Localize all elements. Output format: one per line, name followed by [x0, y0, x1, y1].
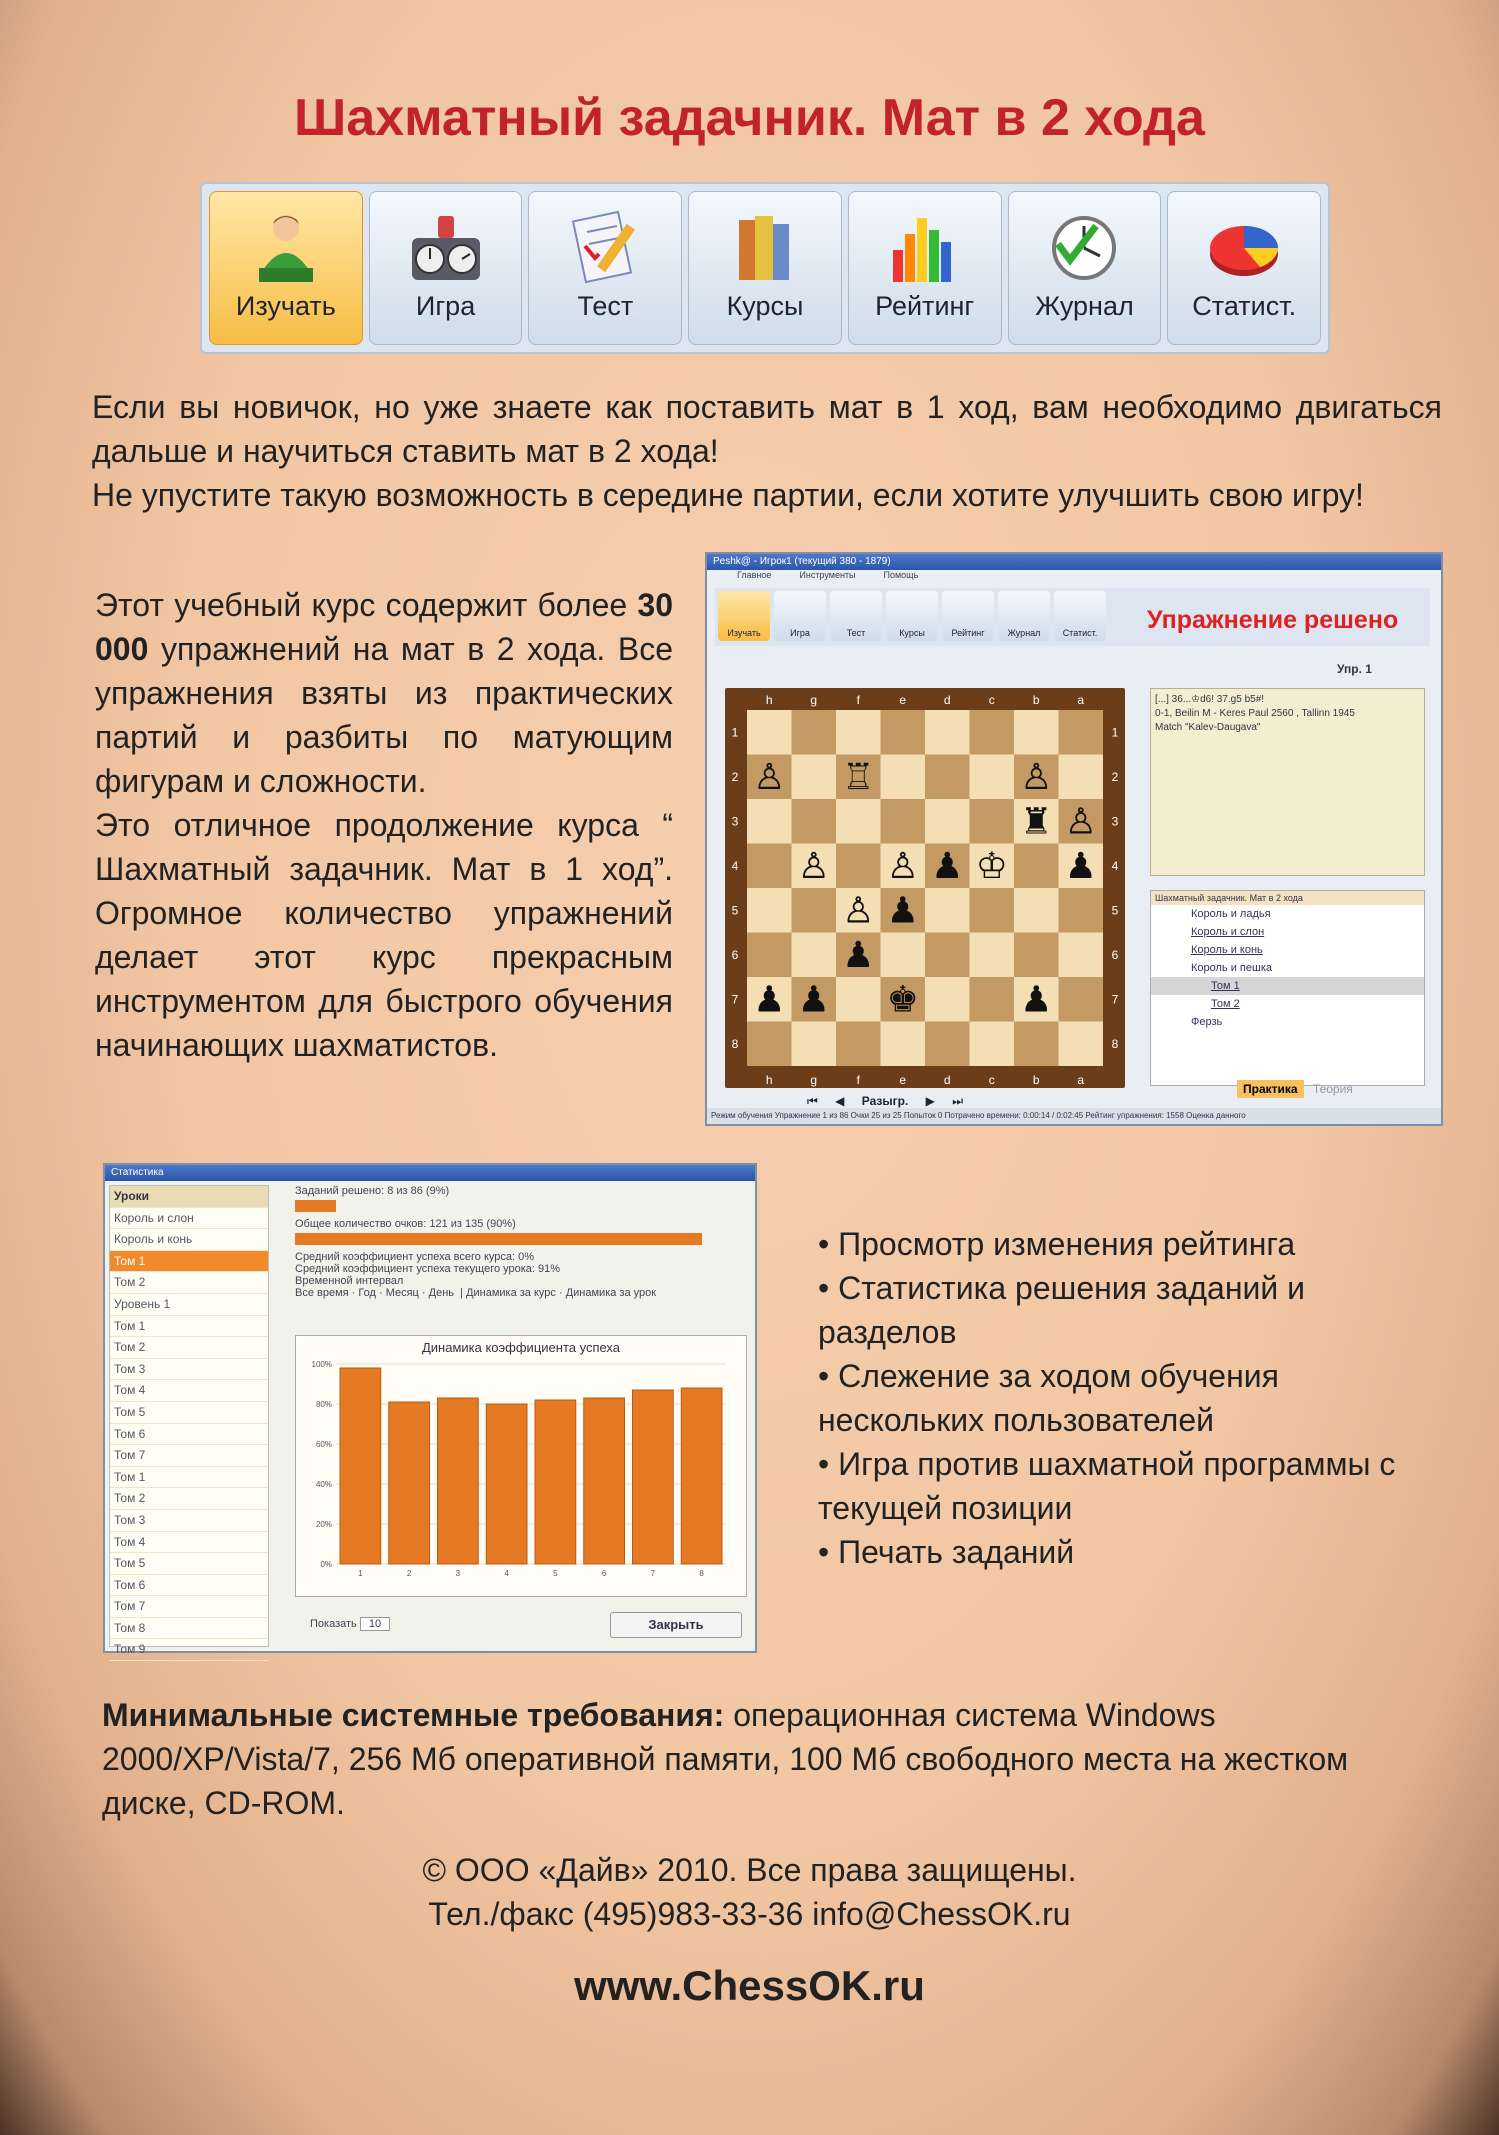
board-square[interactable]: [792, 888, 837, 933]
board-square[interactable]: [925, 888, 970, 933]
board-square[interactable]: [747, 844, 792, 889]
rank-label: 1: [731, 725, 739, 740]
lesson-row[interactable]: Том 1: [110, 1251, 268, 1273]
chart-bar: [681, 1388, 722, 1564]
main-toolbar: [200, 182, 1330, 354]
board-square[interactable]: [1014, 933, 1059, 978]
toolbar-label: Курсы: [726, 291, 804, 321]
file-label: c: [988, 693, 995, 707]
file-label: f: [856, 1073, 860, 1087]
rank-label: 8: [1111, 1036, 1119, 1051]
toolbar-button-stats[interactable]: [1167, 191, 1321, 345]
file-label: e: [899, 693, 907, 707]
clock-icon: [1044, 210, 1124, 290]
board-square[interactable]: [1059, 888, 1104, 933]
file-label: g: [810, 1073, 818, 1087]
copyright-line: © ООО «Дайв» 2010. Все права защищены.: [422, 1852, 1077, 1888]
board-square[interactable]: [881, 755, 926, 800]
chart-svg: [296, 1336, 746, 1596]
toolbar-label: Журнал: [1035, 291, 1134, 321]
file-label: b: [1032, 1073, 1040, 1087]
board-square[interactable]: [925, 933, 970, 978]
books-icon: [725, 210, 805, 290]
chart-bar: [633, 1390, 674, 1564]
chess-piece[interactable]: ♚: [886, 979, 919, 1021]
solved-label: Заданий решено: 8 из 86 (9%): [295, 1185, 450, 1197]
tree-item[interactable]: Ферзь: [1191, 1016, 1223, 1028]
chart-bar: [584, 1398, 625, 1564]
chess-piece[interactable]: ♙: [753, 756, 786, 798]
rank-label: 1: [1111, 725, 1119, 740]
board-square[interactable]: [747, 888, 792, 933]
tree-header: Шахматный задачник. Мат в 2 хода: [1151, 891, 1424, 905]
feature-item: • Печать заданий: [818, 1534, 1075, 1570]
lesson-row[interactable]: Том 7: [110, 1596, 268, 1618]
tree-item[interactable]: Король и пешка: [1191, 962, 1272, 974]
interval-label: Временной интервал: [295, 1275, 404, 1287]
toolbar-label: Статист.: [1192, 291, 1297, 321]
mini-button[interactable]: Журнал: [998, 591, 1050, 641]
chess-clock-icon: [406, 210, 486, 290]
student-icon: [251, 210, 321, 290]
mini-button[interactable]: Изучать: [718, 591, 770, 641]
file-label: h: [765, 693, 773, 707]
file-label: a: [1077, 1073, 1085, 1087]
chess-piece[interactable]: ♙: [842, 890, 875, 932]
board-square[interactable]: [792, 799, 837, 844]
chess-piece[interactable]: ♙: [886, 845, 919, 887]
next-move-icon[interactable]: ▶: [925, 1094, 935, 1108]
board-square[interactable]: [1014, 844, 1059, 889]
board-square[interactable]: [836, 844, 881, 889]
x-tick-label: 5: [553, 1569, 558, 1578]
y-tick-label: 60%: [315, 1440, 332, 1449]
program-screenshot: [705, 552, 1443, 1126]
toolbar-label: Изучать: [235, 291, 336, 321]
x-tick-label: 3: [455, 1569, 461, 1578]
exercise-count: 30 000: [95, 587, 673, 667]
tree-item[interactable]: Король и конь: [1191, 944, 1263, 956]
board-square[interactable]: [970, 933, 1015, 978]
rank-label: 7: [731, 992, 739, 1007]
feature-list: [818, 1222, 1418, 1574]
y-tick-label: 80%: [315, 1400, 332, 1409]
menu-item[interactable]: Главное: [737, 570, 772, 580]
notation-line: [...] 36...♔d6! 37.g5 b5#!: [1155, 694, 1265, 705]
lesson-row[interactable]: Том 2: [110, 1488, 268, 1510]
board-square[interactable]: [1059, 755, 1104, 800]
board-square[interactable]: [970, 888, 1015, 933]
window-title: Статистика: [105, 1165, 755, 1181]
course-tree: [1150, 890, 1425, 1086]
board-square[interactable]: [1014, 888, 1059, 933]
test-icon: [565, 210, 645, 290]
show-label: Показать: [310, 1618, 357, 1630]
chart-bar: [438, 1398, 479, 1564]
toolbar-button-journal[interactable]: [1008, 191, 1162, 345]
lesson-row[interactable]: Том 5: [110, 1402, 268, 1424]
play-label[interactable]: Разыгр.: [861, 1094, 909, 1108]
chess-board: [725, 688, 1125, 1088]
mini-button[interactable]: Курсы: [886, 591, 938, 641]
chart-title: Динамика коэффициента успеха: [421, 1340, 621, 1355]
file-label: a: [1077, 693, 1085, 707]
y-tick-label: 40%: [315, 1480, 332, 1489]
lessons-list: [109, 1185, 269, 1657]
sysreq-text: операционная система Windows 2000/XP/Vista/7, 256 Мб оперативной памяти, 100 Мб свободного места на жестком диске, CD-ROM.: [102, 1697, 1349, 1821]
board-square[interactable]: [970, 977, 1015, 1022]
lesson-row[interactable]: Том 7: [110, 1445, 268, 1467]
course-paragraph-1: [95, 583, 673, 803]
exercise-label: Упр. 1: [1337, 662, 1372, 676]
mode-tabs: [1237, 1082, 1359, 1096]
feature-item: • Игра против шахматной программы с текущей позиции: [818, 1446, 1396, 1526]
lesson-row[interactable]: Том 8: [110, 1618, 268, 1640]
lesson-row[interactable]: Том 6: [110, 1575, 268, 1597]
board-square[interactable]: [925, 977, 970, 1022]
coef-current-label: Средний коэффициент успеха текущего урока: 91%: [295, 1263, 561, 1275]
statistics-panel: [295, 1185, 747, 1299]
radio-lesson-dynamics[interactable]: Динамика за урок: [565, 1287, 657, 1299]
chess-board-grid: [725, 688, 1125, 1088]
lesson-row[interactable]: Том 1: [110, 1316, 268, 1338]
board-square[interactable]: [881, 799, 926, 844]
board-square[interactable]: [925, 1022, 970, 1067]
lesson-row[interactable]: Уроки: [110, 1186, 268, 1208]
chess-piece[interactable]: ♟: [753, 979, 786, 1021]
rank-label: 4: [731, 858, 739, 873]
chess-piece[interactable]: ♜: [1020, 801, 1053, 843]
rank-label: 2: [1111, 769, 1119, 784]
success-chart: [295, 1335, 747, 1597]
lesson-row[interactable]: Король и конь: [110, 1229, 268, 1251]
chart-bar: [486, 1404, 527, 1564]
y-tick-label: 100%: [311, 1360, 332, 1369]
toolbar-button-game[interactable]: [369, 191, 523, 345]
score-label: Общее количество очков: 121 из 135 (90%): [295, 1218, 516, 1230]
board-square[interactable]: [836, 1022, 881, 1067]
notation-line: 0-1, Beilin M - Keres Paul 2560 , Tallinn 1945: [1155, 708, 1355, 719]
board-square[interactable]: [747, 799, 792, 844]
notation-line: Match "Kalev-Daugava": [1155, 722, 1261, 733]
solved-message: Упражнение решено: [1147, 606, 1399, 634]
board-square[interactable]: [1014, 1022, 1059, 1067]
board-square[interactable]: [792, 755, 837, 800]
board-square[interactable]: [747, 710, 792, 755]
file-label: b: [1032, 693, 1040, 707]
radio-course-dynamics[interactable]: Динамика за курс: [466, 1287, 556, 1299]
rank-label: 5: [1111, 903, 1119, 918]
contact-line: Тел./факс (495)983-33-36 info@ChessOK.ru: [428, 1896, 1071, 1932]
file-label: g: [810, 693, 818, 707]
window-title: Peshk@ - Игрок1 (текущий 380 - 1879): [707, 554, 1441, 570]
chess-piece[interactable]: ♔: [975, 845, 1008, 887]
tree-item[interactable]: Король и ладья: [1191, 908, 1271, 920]
website-link[interactable]: www.ChessOK.ru: [574, 1962, 925, 2009]
interval-radios: Все время · Год · Месяц · День | Динамика за курс · Динамика за урок: [295, 1287, 657, 1299]
rank-label: 6: [731, 947, 739, 962]
rank-label: 7: [1111, 992, 1119, 1007]
show-value-input[interactable]: 10: [360, 1617, 390, 1631]
chess-piece[interactable]: ♟: [931, 845, 964, 887]
tree-item[interactable]: Король и слон: [1191, 926, 1265, 938]
system-requirements: [102, 1693, 1422, 1825]
board-square[interactable]: [925, 799, 970, 844]
course-description: [95, 583, 673, 1067]
x-tick-label: 1: [358, 1569, 363, 1578]
course-text: упражнений на мат в 2 хода. Все упражнения взяты из практических партий и разбиты по матующим фигурам и сложности.: [95, 631, 673, 799]
toolbar-label: Тест: [577, 291, 634, 321]
lesson-row[interactable]: Том 9: [110, 1639, 268, 1661]
chess-piece[interactable]: ♟: [1020, 979, 1053, 1021]
board-square[interactable]: [970, 799, 1015, 844]
tree-item[interactable]: Том 1: [1151, 977, 1424, 995]
score-progress-bar: [295, 1233, 702, 1245]
chess-piece[interactable]: ♙: [797, 845, 830, 887]
y-tick-label: 0%: [320, 1560, 332, 1569]
radio-all-time[interactable]: Все время: [295, 1287, 349, 1299]
pie-chart-icon: [1204, 210, 1284, 290]
chess-piece[interactable]: ♟: [797, 979, 830, 1021]
last-move-icon[interactable]: ⏭: [952, 1094, 964, 1108]
y-tick-label: 20%: [315, 1520, 332, 1529]
coef-all-label: Средний коэффициент успеха всего курса: 0%: [295, 1251, 535, 1263]
rank-label: 5: [731, 903, 739, 918]
mini-button[interactable]: Статист.: [1054, 591, 1106, 641]
chart-bar: [340, 1368, 381, 1564]
status-bar: Режим обучения Упражнение 1 из 86 Очки 25 из 25 Попыток 0 Потрачено времени: 0:00:14 / 0:02:45 Рейтинг упражнения: 1558 Оценка данного: [707, 1108, 1441, 1124]
toolbar-label: Рейтинг: [875, 291, 975, 321]
chart-bar: [389, 1402, 430, 1564]
file-label: d: [943, 693, 951, 707]
copyright-block: [0, 1848, 1499, 1936]
first-move-icon[interactable]: ⏮: [807, 1094, 818, 1108]
toolbar-button-courses[interactable]: [688, 191, 842, 345]
board-square[interactable]: [970, 755, 1015, 800]
x-tick-label: 7: [650, 1569, 656, 1578]
menu-item[interactable]: Инструменты: [799, 570, 856, 580]
lesson-row[interactable]: Том 5: [110, 1553, 268, 1575]
intro-line-1: Если вы новичок, но уже знаете как поставить мат в 1 ход, вам необходимо двигаться дальше и научиться ставить мат в 2 хода!: [92, 389, 1442, 469]
board-square[interactable]: [881, 1022, 926, 1067]
lesson-row[interactable]: Том 2: [110, 1272, 268, 1294]
menu-bar: [707, 570, 1441, 584]
lesson-row[interactable]: Том 6: [110, 1424, 268, 1446]
sysreq-label: Минимальные системные требования:: [102, 1697, 725, 1733]
menu-item[interactable]: Помощь: [883, 570, 919, 580]
feature-item: • Слежение за ходом обучения нескольких пользователей: [818, 1358, 1279, 1438]
solved-progress-bar: [295, 1200, 336, 1212]
course-text: Этот учебный курс содержит более: [95, 587, 638, 623]
chess-piece[interactable]: ♖: [842, 756, 875, 798]
chess-piece[interactable]: ♟: [886, 890, 919, 932]
board-square[interactable]: [925, 755, 970, 800]
board-square[interactable]: [881, 710, 926, 755]
page-title: Шахматный задачник. Мат в 2 хода: [294, 89, 1205, 147]
file-label: f: [856, 693, 860, 707]
feature-item: • Статистика решения заданий и разделов: [818, 1270, 1305, 1350]
radio-day[interactable]: День: [428, 1287, 455, 1299]
board-square[interactable]: [836, 799, 881, 844]
lesson-row[interactable]: Том 4: [110, 1380, 268, 1402]
board-square[interactable]: [836, 977, 881, 1022]
mini-button[interactable]: Игра: [774, 591, 826, 641]
board-square[interactable]: [1059, 1022, 1104, 1067]
board-square[interactable]: [792, 1022, 837, 1067]
chart-bar: [535, 1400, 576, 1564]
mini-button[interactable]: Рейтинг: [942, 591, 994, 641]
rank-label: 6: [1111, 947, 1119, 962]
radio-year[interactable]: Год: [358, 1287, 376, 1299]
x-tick-label: 6: [601, 1569, 607, 1578]
board-square[interactable]: [970, 1022, 1015, 1067]
board-square[interactable]: [836, 710, 881, 755]
intro-text: [92, 385, 1442, 517]
lesson-row[interactable]: Том 3: [110, 1510, 268, 1532]
lesson-row[interactable]: Том 1: [110, 1467, 268, 1489]
x-tick-label: 4: [504, 1569, 509, 1578]
rank-label: 4: [1111, 858, 1119, 873]
chess-piece[interactable]: ♟: [842, 934, 875, 976]
toolbar-button-test[interactable]: [528, 191, 682, 345]
lesson-row[interactable]: Король и слон: [110, 1208, 268, 1230]
board-square[interactable]: [881, 933, 926, 978]
lesson-row[interactable]: Уровень 1: [110, 1294, 268, 1316]
board-square[interactable]: [925, 710, 970, 755]
feature-item: • Просмотр изменения рейтинга: [818, 1226, 1296, 1262]
x-tick-label: 8: [699, 1569, 704, 1578]
lesson-row[interactable]: Том 3: [110, 1359, 268, 1381]
bar-chart-icon: [885, 210, 965, 290]
rank-label: 3: [1111, 814, 1119, 829]
lesson-row[interactable]: Том 2: [110, 1337, 268, 1359]
rank-label: 8: [731, 1036, 739, 1051]
close-button[interactable]: Закрыть: [610, 1612, 742, 1638]
show-control: [310, 1618, 390, 1630]
chess-piece[interactable]: ♙: [1020, 756, 1053, 798]
x-tick-label: 2: [406, 1569, 412, 1578]
mini-button[interactable]: Тест: [830, 591, 882, 641]
file-label: d: [943, 1073, 951, 1087]
chess-piece[interactable]: ♟: [1064, 845, 1097, 887]
board-square[interactable]: [747, 933, 792, 978]
board-square[interactable]: [1059, 933, 1104, 978]
course-paragraph-2: Это отличное продолжение курса “ Шахматный задачник. Мат в 1 ход”. Огромное количество упражнений делает этот курс прекрасным инструментом для быстрого обучения начинающих шахматистов.: [95, 807, 673, 1063]
chess-piece[interactable]: ♙: [1064, 801, 1097, 843]
lesson-row[interactable]: Том 4: [110, 1532, 268, 1554]
prev-move-icon[interactable]: ◀: [835, 1094, 845, 1108]
tab-practice[interactable]: Практика: [1237, 1080, 1304, 1098]
toolbar-label: Игра: [415, 291, 476, 321]
board-square[interactable]: [792, 933, 837, 978]
board-square[interactable]: [747, 1022, 792, 1067]
rank-label: 2: [731, 769, 739, 784]
board-square[interactable]: [1014, 710, 1059, 755]
board-square[interactable]: [1059, 977, 1104, 1022]
intro-line-2: Не упустите такую возможность в середине партии, если хотите улучшить свою игру!: [92, 477, 1364, 513]
notation-panel: [1150, 688, 1425, 876]
toolbar-button-study[interactable]: [209, 191, 363, 345]
file-label: e: [899, 1073, 907, 1087]
toolbar-button-rating[interactable]: [848, 191, 1002, 345]
board-square[interactable]: [970, 710, 1015, 755]
rank-label: 3: [731, 814, 739, 829]
tree-item[interactable]: Том 2: [1211, 998, 1240, 1010]
file-label: c: [988, 1073, 995, 1087]
board-square[interactable]: [1059, 710, 1104, 755]
tab-theory[interactable]: Теория: [1312, 1082, 1353, 1096]
board-square[interactable]: [792, 710, 837, 755]
radio-month[interactable]: Месяц: [385, 1287, 419, 1299]
statistics-screenshot: [103, 1163, 757, 1657]
file-label: h: [765, 1073, 773, 1087]
